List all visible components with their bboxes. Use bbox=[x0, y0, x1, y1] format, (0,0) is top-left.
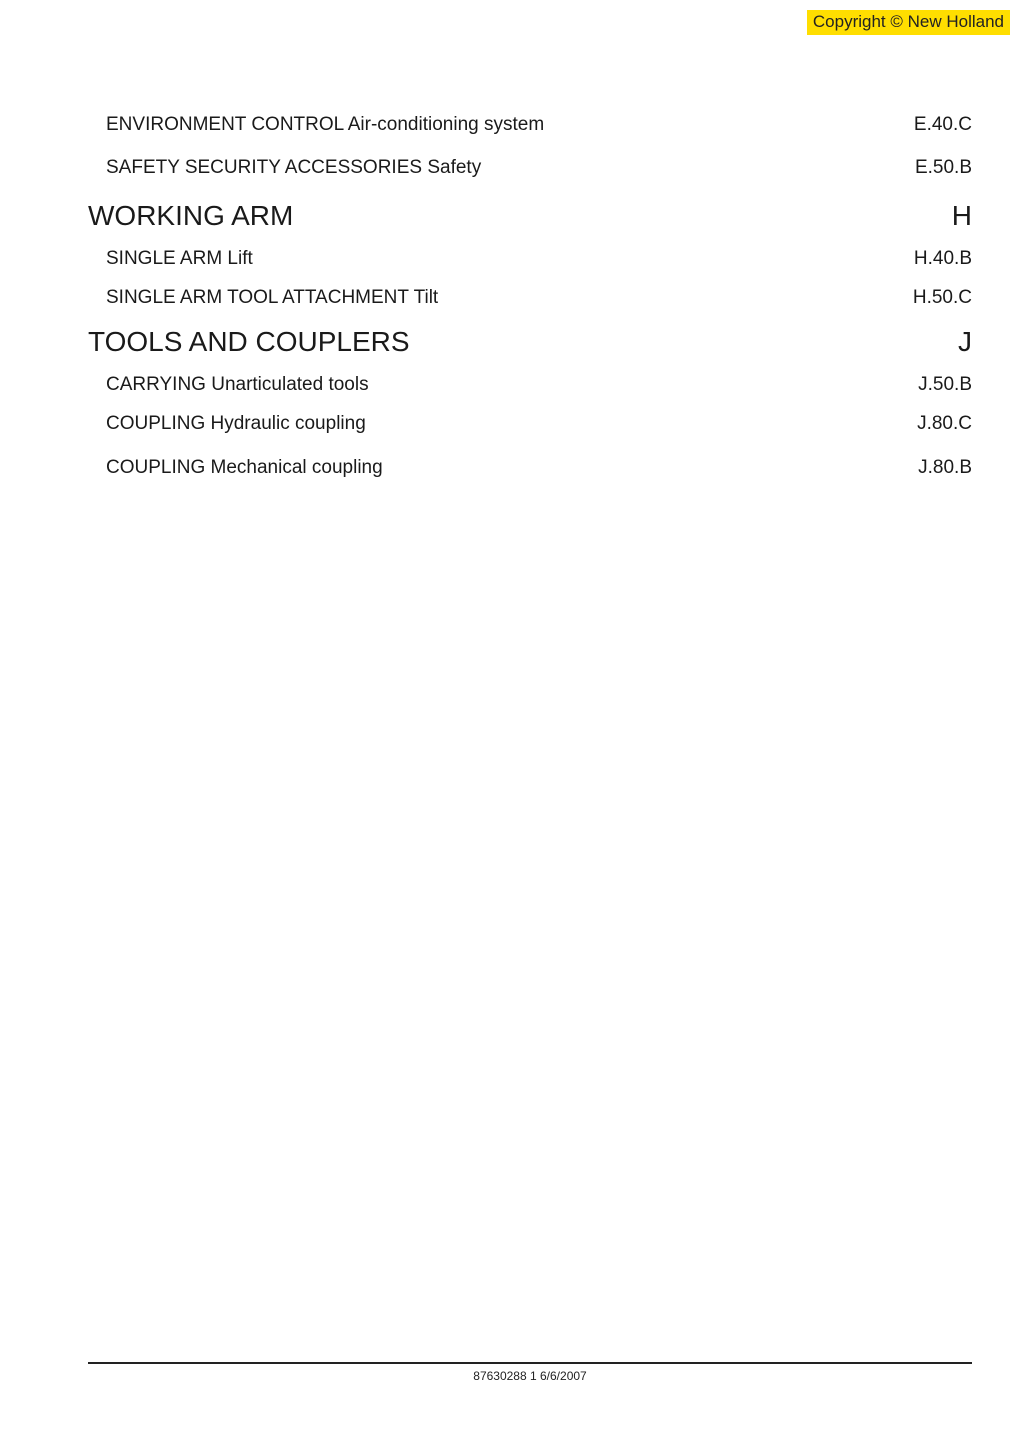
toc-entry[interactable] bbox=[88, 156, 972, 180]
toc-entry[interactable] bbox=[88, 456, 972, 480]
toc-entry-code: H.50.C bbox=[912, 287, 972, 308]
toc-section-code: H bbox=[951, 200, 972, 231]
toc-entry-code: E.50.B bbox=[914, 157, 972, 178]
copyright-badge: Copyright © New Holland bbox=[807, 10, 1010, 35]
toc-entry[interactable] bbox=[88, 247, 972, 271]
toc-entry-code: E.40.C bbox=[913, 114, 972, 135]
toc-entry-code: J.50.B bbox=[918, 374, 972, 395]
footer-document-info: 87630288 1 6/6/2007 bbox=[473, 1369, 587, 1383]
toc-entry[interactable] bbox=[88, 113, 972, 137]
toc-section-heading[interactable] bbox=[88, 326, 972, 358]
toc-entry-title: CARRYING Unarticulated tools bbox=[106, 374, 369, 395]
toc-entry-title: SINGLE ARM TOOL ATTACHMENT Tilt bbox=[106, 287, 439, 308]
toc-section-title: TOOLS AND COUPLERS bbox=[88, 326, 410, 357]
toc-entry-title: SAFETY SECURITY ACCESSORIES Safety bbox=[106, 157, 482, 178]
toc-section-title: WORKING ARM bbox=[88, 200, 294, 231]
toc-entry-title: SINGLE ARM Lift bbox=[106, 248, 253, 269]
toc-section-heading[interactable] bbox=[88, 200, 972, 232]
toc-entry-code: J.80.C bbox=[917, 413, 972, 434]
toc-entry-title: ENVIRONMENT CONTROL Air-conditioning system bbox=[106, 114, 545, 135]
footer-divider bbox=[88, 1362, 972, 1364]
toc-entry[interactable] bbox=[88, 373, 972, 397]
toc-entry[interactable] bbox=[88, 286, 972, 310]
toc-entry-code: H.40.B bbox=[913, 248, 972, 269]
toc-entry-title: COUPLING Mechanical coupling bbox=[106, 457, 383, 478]
toc-entry-code: J.80.B bbox=[918, 457, 972, 478]
toc-entry[interactable] bbox=[88, 412, 972, 436]
toc-entry-title: COUPLING Hydraulic coupling bbox=[106, 413, 366, 434]
toc-section-code: J bbox=[958, 326, 972, 357]
